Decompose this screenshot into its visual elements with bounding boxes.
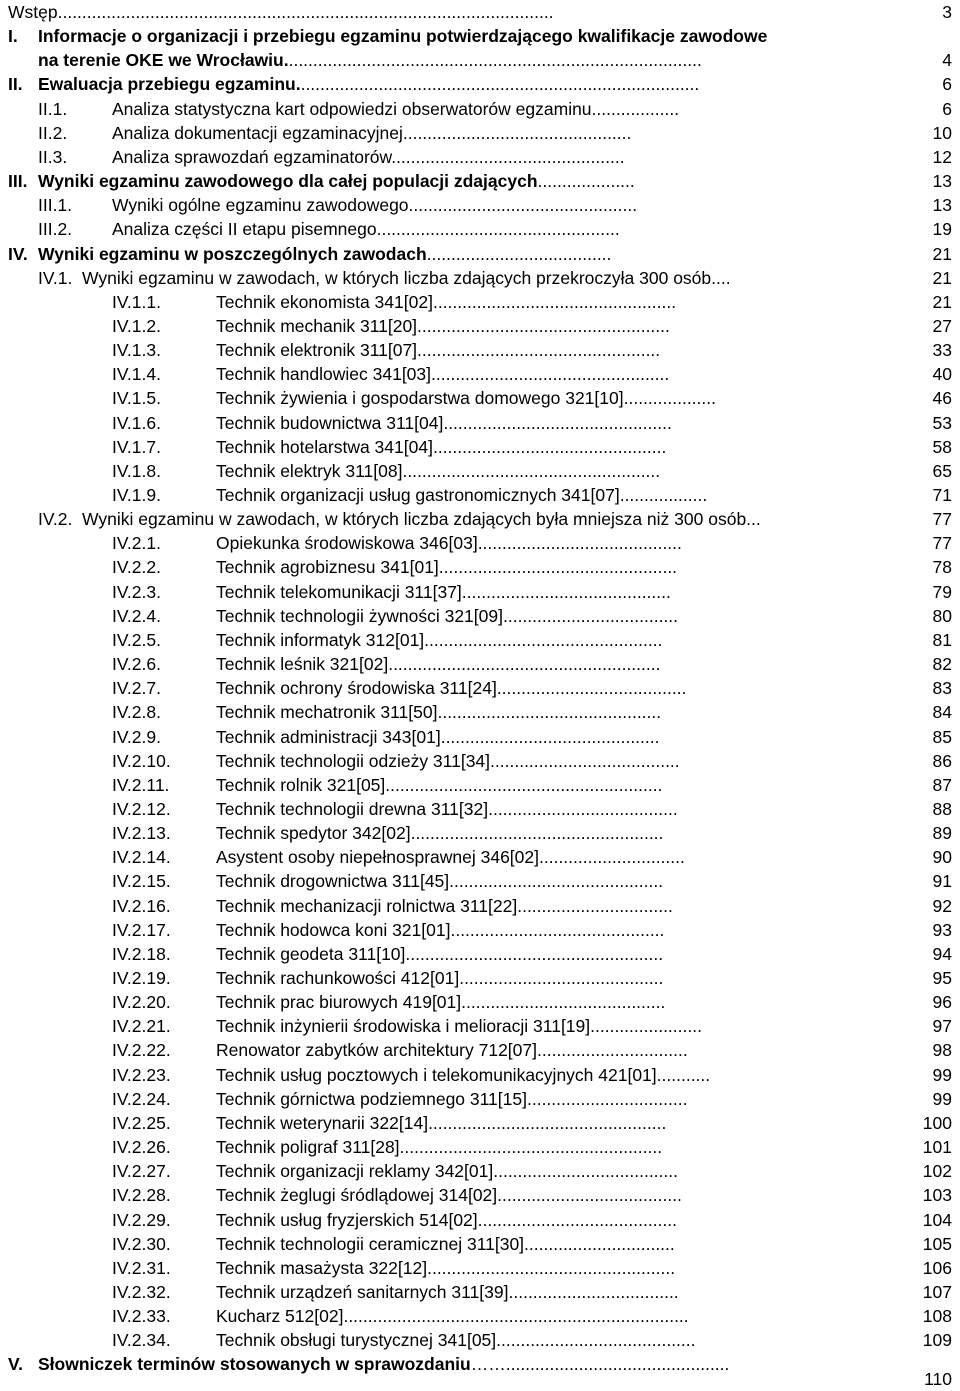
toc-leader-dots: ..................................................... [402,460,661,481]
toc-page-number: 21 [932,243,952,264]
toc-entry-number: IV.2.26. [112,1137,171,1158]
toc-page-number: 95 [932,968,952,988]
toc-entry-number: IV.1.9. [112,485,161,505]
toc-leader-dots: ................................................. [438,557,678,578]
toc-leader-dots: ........... [656,1064,711,1085]
toc-entry-title: Technik informatyk 312[01] [216,629,425,650]
toc-leader-dots: ...................................................... [399,1137,663,1158]
toc-leader-dots: ................................................. [428,1112,667,1133]
toc-entry-title: Technik organizacji reklamy 342[01] [216,1161,494,1182]
toc-leader-dots: ............................................. [440,726,660,747]
toc-entry-number: IV.2.11. [112,774,170,795]
toc-entry-number: IV.2.18. [112,943,171,964]
toc-leader-dots: .................................................. [432,291,677,312]
toc-entry-number: IV.2.33. [112,1306,171,1327]
toc-entry[interactable] [0,1014,960,1038]
toc-entry[interactable] [0,604,960,628]
toc-entry-number: IV.1.4. [112,364,161,385]
toc-page-number: 4 [942,50,952,71]
toc-entry-title: Informacje o organizacji i przebiegu egzaminu potwierdzającego kwalifikacje zawodowe [38,26,768,47]
toc-entry-number: IV.2.13. [112,823,171,844]
toc-entry[interactable] [0,1087,960,1111]
toc-entry[interactable] [0,1232,960,1256]
toc-entry-number: IV.2.5. [112,629,161,650]
toc-page-number: 27 [932,315,952,336]
toc-page-number: 98 [932,1040,952,1061]
toc-page-number: 85 [932,726,952,747]
toc-leader-dots: .................. [619,485,708,505]
toc-entry-title: Wstęp [8,2,58,22]
toc-entry-title: Technik telekomunikacji 311[37] [216,581,462,602]
toc-entry-title: Technik rachunkowości 412[01] [216,968,460,988]
toc-entry[interactable] [0,894,960,918]
toc-entry[interactable] [0,507,960,531]
toc-entry[interactable] [0,1135,960,1159]
toc-page-number: 79 [932,581,952,602]
toc-entry-title: Technik mechatronik 311[50] [216,702,438,723]
toc-entry[interactable] [0,1111,960,1135]
toc-entry[interactable] [0,918,960,942]
toc-entry-title: Technik budownictwa 311[04] [216,412,444,433]
toc-entry-title: Technik technologii ceramicznej 311[30] [216,1233,525,1254]
toc-leader-dots: ...................................... [493,1161,678,1182]
toc-entry-number: I. [8,26,18,47]
toc-entry[interactable] [0,1280,960,1304]
toc-entry-number: IV.1.6. [112,412,161,433]
toc-entry-title: Wyniki egzaminu w zawodach, w których liczba zdających przekroczyła 300 osób [82,267,712,288]
toc-entry-number: IV.2.25. [112,1112,171,1133]
toc-entry-title: Opiekunka środowiskowa 346[03] [216,533,478,554]
toc-entry-title: Technik masażysta 322[12] [216,1257,428,1278]
toc-leader-dots: ....................................... [490,750,680,771]
toc-entry-title: Technik mechanik 311[20] [216,315,418,336]
toc-leader-dots: ....................... [590,1016,702,1037]
toc-leader-dots: ..................................................... [405,943,664,964]
toc-entry[interactable] [0,845,960,869]
toc-leader-dots: ................................................... [427,1257,676,1278]
toc-page-number: 12 [932,146,952,167]
toc-entry[interactable] [0,555,960,579]
toc-page-number: 86 [932,750,952,771]
toc-entry-title: Technik ochrony środowiska 311[24] [216,678,497,699]
toc-entry-title: Technik elektryk 311[08] [216,460,403,481]
toc-entry-title: Technik technologii drewna 311[32] [216,798,489,819]
toc-entry-number: II. [8,74,23,95]
toc-entry[interactable] [0,1328,960,1352]
toc-entry-title: Technik handlowiec 341[03] [216,364,432,385]
toc-entry-title: Słowniczek terminów stosowanych w sprawozdaniu [38,1354,471,1375]
toc-leader-dots: .................................................... [417,315,670,336]
toc-entry-number: IV.1.5. [112,388,161,409]
toc-page-number: 104 [922,1209,952,1230]
toc-entry-number: IV.2.23. [112,1064,171,1085]
toc-entry-number: IV.2.19. [112,968,171,988]
toc-leader-dots: ................... [623,388,716,409]
toc-page-number: 6 [942,74,952,95]
toc-entry[interactable] [0,217,960,241]
toc-leader-dots: ................................................ [432,436,667,457]
toc-entry-number: IV.2.14. [112,847,171,868]
toc-leader-dots: ....................................................................... [343,1306,689,1327]
toc-entry-number: IV.2.8. [112,702,161,723]
toc-entry[interactable] [0,338,960,362]
toc-entry-title: na terenie OKE we Wrocławiu. [38,50,289,71]
toc-entry-title: Technik elektronik 311[07] [216,340,418,361]
toc-entry-number: II.2. [38,122,68,143]
toc-page-number: 83 [932,678,952,699]
toc-entry-title: Technik usług fryzjerskich 514[02] [216,1209,478,1230]
toc-page-number: 65 [932,460,952,481]
toc-leader-dots: .......................................... [461,992,666,1013]
toc-entry[interactable] [0,386,960,410]
toc-entry[interactable] [0,97,960,121]
toc-entry-title: Technik urządzeń sanitarnych 311[39] [216,1281,509,1302]
toc-page-number: 13 [932,171,952,192]
toc-leader-dots: ................................... [508,1281,679,1302]
toc-entry[interactable] [0,1304,960,1328]
toc-entry[interactable] [0,531,960,555]
toc-entry-number: III. [8,171,28,192]
toc-leader-dots: .................................................................................. [300,74,700,95]
toc-entry[interactable] [0,48,960,72]
toc-leader-dots: ............................................... [408,195,638,216]
toc-page-number: 102 [922,1161,952,1182]
toc-entry[interactable] [0,821,960,845]
toc-leader-dots: ......................................... [496,1330,696,1351]
toc-page-number: 108 [922,1306,952,1327]
toc-page-number: 3 [942,2,952,22]
toc-leader-dots: ......................................... [477,1209,678,1230]
toc-entry-number: IV.2.1. [112,533,161,554]
toc-entry[interactable] [0,797,960,821]
toc-entry-title: Wyniki egzaminu zawodowego dla całej populacji zdających [38,171,538,192]
toc-page-number: 92 [932,895,952,916]
toc-page-number: 106 [922,1257,952,1278]
toc-leader-dots: ...................................................................................................... [57,2,554,22]
toc-entry-title: Technik hodowca koni 321[01] [216,919,451,940]
toc-entry[interactable] [0,435,960,459]
toc-entry-number: IV.2.29. [112,1209,171,1230]
toc-entry-title: Analiza części II etapu pisemnego [112,219,377,240]
toc-leader-dots: ...................................... [426,243,612,264]
toc-entry-title: Technik administracji 343[01] [216,726,441,747]
toc-entry-title: Technik rolnik 321[05] [216,774,386,795]
toc-entry[interactable] [0,193,960,217]
toc-entry-title: Technik agrobiznesu 341[01] [216,557,439,578]
toc-entry-number: IV.1.2. [112,315,161,336]
toc-entry-number: IV.2.30. [112,1233,171,1254]
toc-page-number: 80 [932,605,952,626]
toc-entry[interactable] [0,628,960,652]
toc-entry-title: Technik mechanizacji rolnictwa 311[22] [216,895,518,916]
toc-page-number: 53 [932,412,952,433]
toc-leader-dots: .................................................. [376,219,620,240]
toc-entry[interactable] [0,362,960,386]
toc-entry-number: IV. [8,243,28,264]
toc-entry-title: Technik hotelarstwa 341[04] [216,436,433,457]
toc-entry[interactable] [0,483,960,507]
toc-entry-title: Technik obsługi turystycznej 341[05] [216,1330,497,1351]
toc-leader-dots: .................................................. [417,340,661,361]
toc-entry-number: III.1. [38,195,73,216]
toc-leader-dots: .................................... [502,605,679,626]
toc-leader-dots: ................................................. [431,364,670,385]
toc-entry-title: Technik drogownictwa 311[45] [216,871,450,892]
toc-page-number: 84 [932,702,952,723]
toc-leader-dots: ................................ [517,895,673,916]
toc-entry[interactable] [0,72,960,96]
toc-entry-title: Analiza statystyczna kart odpowiedzi obserwatorów egzaminu [112,98,592,119]
toc-entry-number: II.1. [38,98,68,119]
toc-entry[interactable] [0,990,960,1014]
toc-leader-dots: ............................... [524,1233,675,1254]
toc-page-number: 90 [932,847,952,868]
toc-entry-title: Technik technologii odzieży 311[34] [216,750,491,771]
toc-entry-number: IV.2.24. [112,1088,171,1109]
toc-entry-title: Technik spedytor 342[02] [216,823,411,844]
toc-page-number: 99 [932,1064,952,1085]
toc-leader-dots: ....................................... [488,798,678,819]
toc-entry-number: IV.2.4. [112,605,161,626]
toc-leader-dots: …….............................................. [470,1354,730,1375]
toc-entry[interactable] [0,773,960,797]
toc-entry-title: Renowator zabytków architektury 712[07] [216,1040,537,1061]
toc-entry-title: Kucharz 512[02] [216,1306,344,1327]
toc-entry[interactable] [0,290,960,314]
toc-entry-title: Technik usług pocztowych i telekomunikacyjnych 421[01] [216,1064,657,1085]
toc-entry[interactable] [0,266,960,290]
toc-entry-title: Technik prac biurowych 419[01] [216,992,462,1013]
toc-entry-title: Technik geodeta 311[10] [216,943,406,964]
toc-entry-title: Technik inżynierii środowiska i melioracji 311[19] [216,1016,591,1037]
toc-entry-title: Asystent osoby niepełnosprawnej 346[02] [216,847,539,868]
toc-leader-dots: .......................................... [459,968,664,988]
toc-page-number: 91 [932,871,952,892]
toc-entry-title: Technik żywienia i gospodarstwa domowego 321[10] [216,388,624,409]
toc-leader-dots: ......................................................... [385,774,663,795]
toc-page-number: 82 [932,654,952,675]
toc-entry[interactable] [0,314,960,338]
toc-entry[interactable] [0,1208,960,1232]
toc-entry-number: IV.2.31. [112,1257,171,1278]
toc-entry-number: IV.2.28. [112,1185,171,1206]
toc-entry-number: IV.2.10. [112,750,171,771]
toc-page-number: 77 [932,533,952,554]
toc-entry-number: IV.2.9. [112,726,161,747]
toc-page-number: 89 [932,823,952,844]
toc-entry[interactable] [0,459,960,483]
toc-entry-number: IV.2.2. [112,557,161,578]
toc-page-number: 40 [932,364,952,385]
toc-entry[interactable] [0,652,960,676]
toc-entry-title: Technik weterynarii 322[14] [216,1112,429,1133]
toc-entry[interactable] [0,869,960,893]
toc-leader-dots: ............................................ [449,871,664,892]
toc-leader-dots: .................... [537,171,635,192]
toc-leader-dots: ...................................... [497,1185,682,1206]
toc-entry-number: IV.1. [38,267,73,288]
toc-page-number: 93 [932,919,952,940]
toc-entry[interactable] [0,749,960,773]
toc-entry[interactable] [0,676,960,700]
toc-leader-dots: .................. [591,98,680,119]
toc-leader-dots: ............................................ [450,919,665,940]
toc-entry-number: IV.2.20. [112,992,171,1013]
toc-page-number: 99 [932,1088,952,1109]
toc-page-number: 33 [932,340,952,361]
toc-entry-title: Analiza sprawozdań egzaminatorów [112,146,392,167]
toc-entry[interactable] [0,1038,960,1062]
toc-leader-dots: .............................................. [437,702,662,723]
toc-leader-dots: .......................................... [477,533,682,554]
toc-leader-dots: ................................. [526,1088,688,1109]
toc-entry-number: IV.2.12. [112,798,171,819]
toc-page-number: 19 [932,219,952,240]
toc-entry-title: Technik żeglugi śródlądowej 314[02] [216,1185,498,1206]
toc-entry-title: Wyniki egzaminu w poszczególnych zawodach [38,243,427,264]
toc-entry-number: IV.1.3. [112,340,161,361]
toc-entry[interactable] [0,580,960,604]
toc-page-number: 103 [922,1185,952,1206]
toc-entry[interactable] [0,411,960,435]
toc-page-number: 88 [932,798,952,819]
toc-entry-number: IV.2.27. [112,1161,171,1182]
toc-entry-number: IV.2. [38,509,73,530]
toc-page-number: 46 [932,388,952,409]
toc-leader-dots: ............................................... [443,412,672,433]
toc-leader-dots: ............................... [537,1040,688,1061]
toc-entry[interactable] [0,24,960,48]
toc-leader-dots: ... [746,509,761,530]
toc-page-number: 109 [922,1330,952,1351]
toc-entry-title: Wyniki egzaminu w zawodach, w których liczba zdających była mniejsza niż 300 osób [82,509,747,530]
toc-entry[interactable] [0,0,960,24]
toc-entry-number: IV.2.21. [112,1016,171,1037]
toc-leader-dots: ....................................... [496,678,687,699]
toc-entry-number: IV.1.1. [112,291,161,312]
toc-page-number: 97 [932,1016,952,1037]
toc-entry-title: Technik leśnik 321[02] [216,654,389,675]
toc-leader-dots: ............................................... [402,122,632,143]
toc-entry[interactable] [0,145,960,169]
toc-leader-dots: ........................................................ [388,654,661,675]
toc-entry-number: IV.2.17. [112,919,171,940]
toc-page-number: 81 [932,629,952,650]
toc-entry-title: Technik organizacji usług gastronomicznych 341[07] [216,485,620,505]
toc-page-number: 58 [932,436,952,457]
toc-page-number: 101 [922,1137,952,1158]
toc-leader-dots: .............................. [539,847,685,868]
toc-leader-dots: ..................................................................................... [288,50,702,71]
toc-page-number: 87 [932,774,952,795]
toc-entry-title: Technik technologii żywności 321[09] [216,605,503,626]
toc-entry-number: II.3. [38,146,68,167]
toc-entry[interactable] [0,1063,960,1087]
toc-page-number: 77 [932,509,952,530]
toc-page-number: 94 [932,943,952,964]
toc-entry-number: IV.2.7. [112,678,161,699]
toc-page-number: 100 [922,1112,952,1133]
toc-page-number: 13 [932,195,952,216]
toc-entry-title: Technik ekonomista 341[02] [216,291,433,312]
toc-entry[interactable] [0,1183,960,1207]
toc-entry-title: Technik poligraf 311[28] [216,1137,400,1158]
toc-leader-dots: .... [711,267,731,288]
toc-page-number: 78 [932,557,952,578]
toc-entry[interactable] [0,725,960,749]
toc-page-number: 10 [932,122,952,143]
toc-entry-number: IV.2.3. [112,581,161,602]
toc-entry-number: IV.2.32. [112,1281,171,1302]
toc-entry[interactable] [0,1159,960,1183]
toc-entry[interactable] [0,942,960,966]
toc-page-number: 21 [932,267,952,288]
toc-entry-number: IV.2.15. [112,871,171,892]
toc-entry-number: IV.1.7. [112,436,161,457]
toc-entry-title: Analiza dokumentacji egzaminacyjnej [112,122,403,143]
toc-entry[interactable] [0,121,960,145]
toc-leader-dots: ................................................. [424,629,663,650]
toc-entry-number: IV.2.6. [112,654,161,675]
toc-entry[interactable] [0,169,960,193]
toc-entry-title: Wyniki ogólne egzaminu zawodowego [112,195,409,216]
toc-entry-number: III.2. [38,219,73,240]
toc-entry-number: IV.2.22. [112,1040,171,1061]
toc-entry-title: Technik górnictwa podziemnego 311[15] [216,1088,527,1109]
toc-entry-number: IV.2.16. [112,895,171,916]
toc-page-number: 6 [942,98,952,119]
toc-entry-number: IV.2.34. [112,1330,171,1351]
toc-page-number: 21 [932,291,952,312]
toc-entry[interactable] [0,1256,960,1280]
toc-entry[interactable] [0,966,960,990]
toc-page-number: 110 [924,1369,952,1389]
toc-page-number: 71 [932,485,952,505]
toc-page-number: 107 [922,1281,952,1302]
toc-page-number: 96 [932,992,952,1013]
toc-leader-dots: ................................................ [391,146,625,167]
toc-entry-title: Ewaluacja przebiegu egzaminu. [38,74,301,95]
toc-leader-dots: .................................................... [410,823,664,844]
toc-entry-number: V. [8,1354,23,1375]
toc-page-number-row[interactable] [0,1367,960,1391]
toc-entry[interactable] [0,242,960,266]
toc-entry-number: IV.1.8. [112,460,161,481]
toc-leader-dots: ........................................... [461,581,671,602]
toc-page-number: 105 [922,1233,952,1254]
toc-entry[interactable] [0,700,960,724]
